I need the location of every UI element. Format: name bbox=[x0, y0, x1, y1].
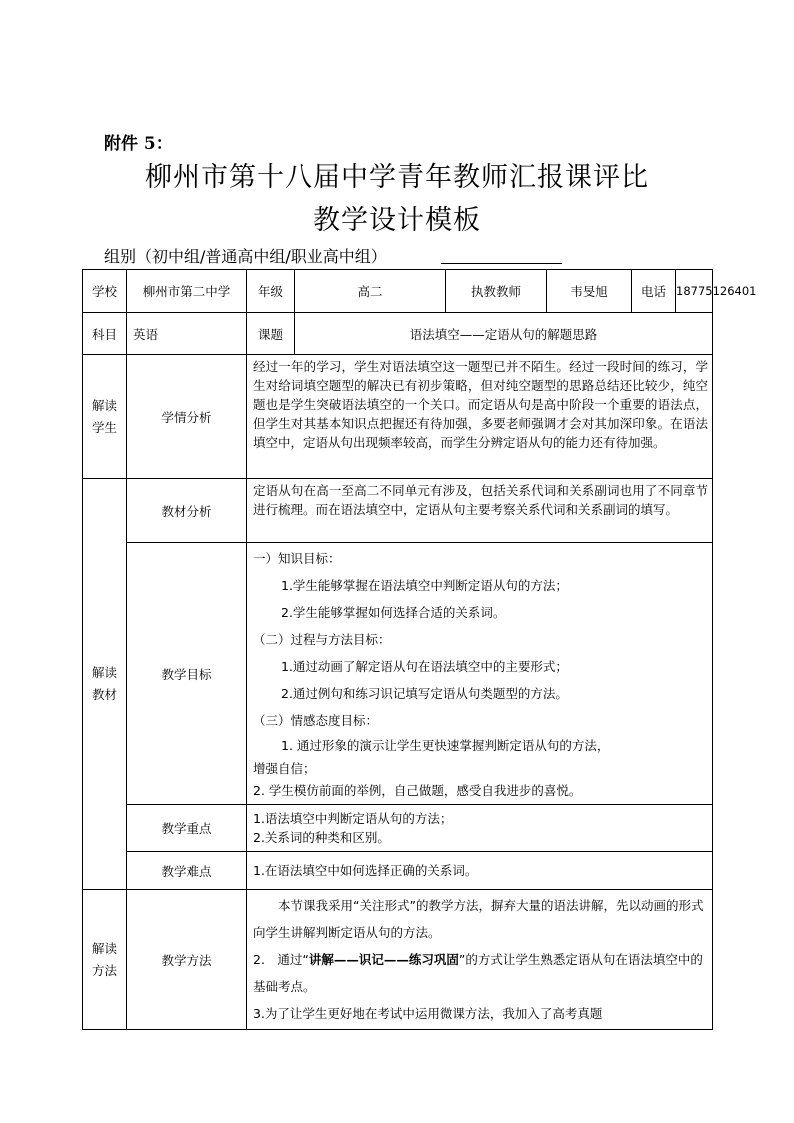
goal-emotion-2: 2. 学生模仿前面的举例，自己做题，感受自我进步的喜悦。 bbox=[253, 783, 582, 798]
goals-label: 教学目标 bbox=[127, 543, 247, 805]
goal-emotion-1-cont: 增强自信； bbox=[253, 761, 316, 776]
goal-heading-process: （二）过程与方法目标： bbox=[253, 632, 391, 647]
school-label: 学校 bbox=[83, 270, 127, 313]
goal-process-1: 1.通过动画了解定语从句在语法填空中的主要形式； bbox=[281, 659, 568, 674]
key-point-1: 1.语法填空中判断定语从句的方法； bbox=[253, 811, 453, 826]
method-line-3: 3.为了让学生更好地在考试中运用微课方法，我加入了高考真题 bbox=[253, 1006, 603, 1021]
key-points-content bbox=[247, 805, 713, 852]
section-students-line1: 解读 bbox=[91, 397, 117, 413]
goal-heading-knowledge: 一）知识目标： bbox=[253, 551, 341, 566]
grade-label: 年级 bbox=[247, 270, 295, 313]
difficulty-content: 1.在语法填空中如何选择正确的关系词。 bbox=[247, 852, 713, 890]
method-content bbox=[247, 890, 713, 1030]
section-method bbox=[83, 890, 127, 1030]
section-method-line1: 解读 bbox=[91, 940, 117, 956]
method-line-2-emphasis: 讲解——识记——练习巩固 bbox=[308, 952, 459, 967]
section-material bbox=[83, 479, 127, 890]
subject-label: 科目 bbox=[83, 313, 127, 355]
phone-value: 18775126401 bbox=[676, 270, 713, 313]
material-analysis-text: 定语从句在高一至高二不同单元有涉及，包括关系代词和关系副词也用了不同章节进行梳理。而在语法填空中，定语从句主要考察关系代词和关系副词的填写。 bbox=[247, 479, 713, 543]
phone-label: 电话 bbox=[632, 270, 676, 313]
info-row-2 bbox=[83, 313, 713, 355]
goal-knowledge-2: 2.学生能够掌握如何选择合适的关系词。 bbox=[281, 605, 506, 620]
section-method-line2: 方法 bbox=[91, 962, 117, 978]
students-row bbox=[83, 355, 713, 479]
attachment-label: 附件 5： bbox=[104, 134, 173, 154]
difficulty-label: 教学难点 bbox=[127, 852, 247, 890]
key-point-2: 2.关系词的种类和区别。 bbox=[253, 830, 390, 845]
goal-emotion-1: 1. 通过形象的演示让学生更快速掌握判断定语从句的方法， bbox=[281, 738, 610, 753]
group-label: 组别（初中组/普通高中组/职业高中组） bbox=[104, 247, 387, 266]
goals-content bbox=[247, 543, 713, 805]
section-students-line2: 学生 bbox=[91, 419, 117, 435]
goal-heading-emotion: （三）情感态度目标： bbox=[253, 713, 379, 728]
goal-knowledge-1: 1.学生能够掌握在语法填空中判断定语从句的方法； bbox=[281, 578, 568, 593]
difficulty-row bbox=[83, 852, 713, 890]
page-title: 柳州市第十八届中学青年教师汇报课评比 bbox=[145, 162, 649, 193]
method-line-2-suffix: ”的方式让学生熟悉定语从句在语法填空中的基础考点。 bbox=[253, 952, 703, 994]
method-line-2-prefix: 2. 通过“ bbox=[253, 952, 309, 967]
material-analysis-row bbox=[83, 479, 713, 543]
school-value: 柳州市第二中学 bbox=[127, 270, 247, 313]
topic-label: 课题 bbox=[247, 313, 295, 355]
subject-value: 英语 bbox=[127, 313, 247, 355]
page-subtitle: 教学设计模板 bbox=[313, 205, 481, 236]
grade-value: 高二 bbox=[295, 270, 446, 313]
info-row-1 bbox=[83, 270, 713, 313]
students-analysis-label: 学情分析 bbox=[127, 355, 247, 479]
material-analysis-label: 教材分析 bbox=[127, 479, 247, 543]
section-material-line1: 解读 bbox=[91, 665, 117, 680]
key-points-row bbox=[83, 805, 713, 852]
lesson-plan-table bbox=[82, 269, 757, 1030]
topic-value: 语法填空——定语从句的解题思路 bbox=[295, 313, 713, 355]
method-row bbox=[83, 890, 713, 1030]
method-label: 教学方法 bbox=[127, 890, 247, 1030]
teacher-label: 执教教师 bbox=[446, 270, 547, 313]
goals-row bbox=[83, 543, 713, 805]
students-analysis-text: 经过一年的学习，学生对语法填空这一题型已并不陌生。经过一段时间的练习，学生对给词填空题型的解决已有初步策略，但对纯空题型的思路总结还比较少，纯空题也是学生突破语法填空的一个关口。而定语从句是高中阶段一个重要的语法点，但学生对其基本知识点把握还有待加强，多要老师强调才会对其加深印象。在语法填空中，定语从句出现频率较高，而学生分辨定语从句的能力还有待加强。 bbox=[247, 355, 713, 479]
method-line-2 bbox=[253, 946, 706, 1000]
section-students bbox=[83, 355, 127, 479]
goal-process-2: 2.通过例句和练习识记填写定语从句类题型的方法。 bbox=[281, 686, 568, 701]
group-fill-blank bbox=[441, 263, 562, 264]
teacher-value: 韦旻旭 bbox=[547, 270, 632, 313]
section-material-line2: 教材 bbox=[91, 687, 117, 702]
method-line-1: 本节课我采用“关注形式”的教学方法，摒弃大量的语法讲解，先以动画的形式向学生讲解判断定语从句的方法。 bbox=[253, 898, 704, 940]
key-points-label: 教学重点 bbox=[127, 805, 247, 852]
